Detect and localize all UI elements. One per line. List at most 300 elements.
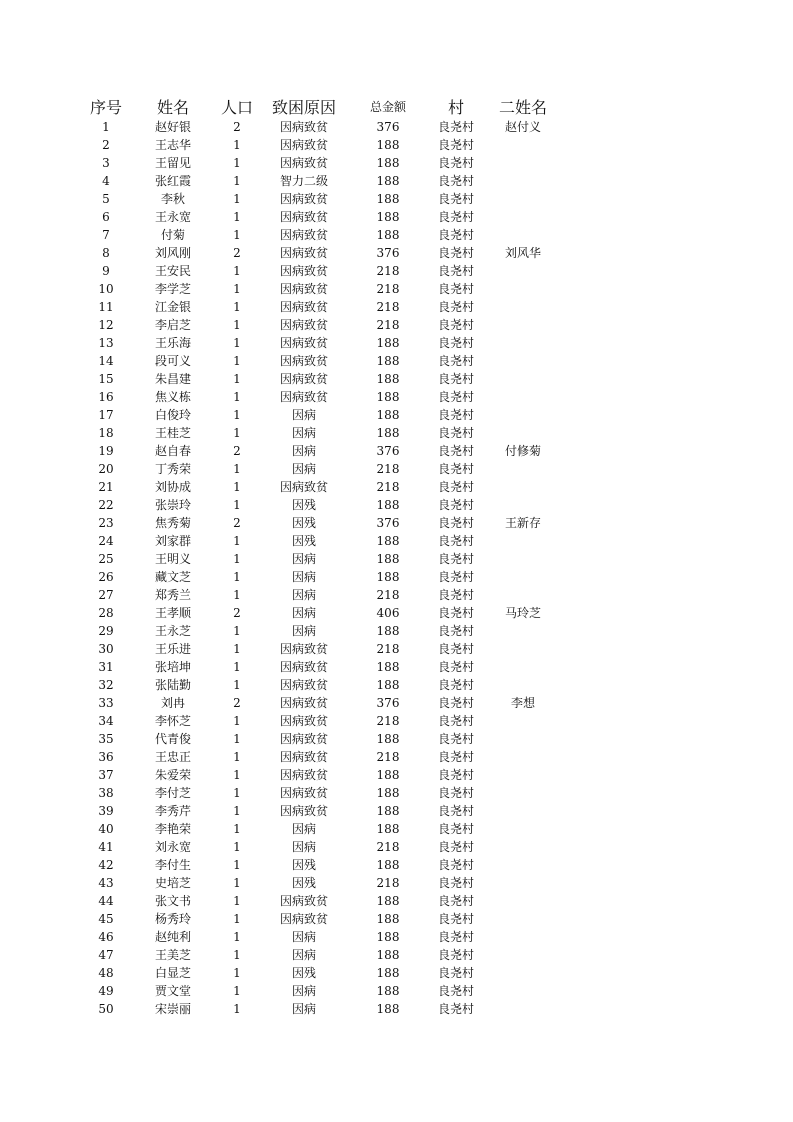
table-row [86, 964, 556, 982]
cell-total-amount: 188 [376, 678, 400, 692]
cell-household-size: 1 [233, 642, 241, 656]
cell-index: 9 [102, 264, 110, 278]
cell-village: 良尧村 [437, 228, 474, 242]
cell-name: 代青俊 [154, 732, 191, 746]
cell-poverty-cause: 因病致贫 [279, 804, 328, 818]
cell-second-name [490, 802, 556, 820]
cell-poverty-cause: 因病致贫 [279, 714, 328, 728]
cell-second-name [490, 496, 556, 514]
cell-second-name [490, 892, 556, 910]
table-row [86, 766, 556, 784]
cell-index: 4 [102, 174, 110, 188]
cell-total-amount: 218 [376, 462, 400, 476]
cell-poverty-cause: 因病 [291, 948, 316, 962]
cell-name: 朱爱荣 [154, 768, 191, 782]
cell-name: 江金银 [154, 300, 191, 314]
cell-total-amount: 218 [376, 876, 400, 890]
cell-village: 良尧村 [437, 282, 474, 296]
cell-index: 49 [98, 984, 114, 998]
cell-total-amount: 188 [376, 570, 400, 584]
cell-index: 23 [98, 516, 114, 530]
cell-second-name [490, 136, 556, 154]
cell-poverty-cause: 因残 [291, 876, 316, 890]
cell-name: 赵自春 [154, 444, 191, 458]
cell-second-name [490, 964, 556, 982]
cell-poverty-cause: 因病 [291, 606, 316, 620]
cell-village: 良尧村 [437, 192, 474, 206]
table-row [86, 568, 556, 586]
cell-household-size: 1 [233, 768, 241, 782]
cell-second-name: 赵付义 [504, 120, 541, 134]
cell-household-size: 1 [233, 462, 241, 476]
cell-total-amount: 218 [376, 264, 400, 278]
cell-index: 41 [98, 840, 114, 854]
table-row [86, 640, 556, 658]
cell-index: 40 [98, 822, 114, 836]
cell-name: 史培芝 [154, 876, 191, 890]
header-name: 姓名 [156, 97, 189, 117]
cell-total-amount: 218 [376, 300, 400, 314]
cell-household-size: 1 [233, 732, 241, 746]
data-table [86, 94, 556, 1018]
cell-name: 赵好银 [154, 120, 191, 134]
cell-household-size: 1 [233, 318, 241, 332]
cell-total-amount: 188 [376, 1002, 400, 1016]
table-row [86, 604, 556, 622]
cell-poverty-cause: 因残 [291, 858, 316, 872]
cell-second-name [490, 406, 556, 424]
cell-poverty-cause: 因病 [291, 588, 316, 602]
table-row [86, 802, 556, 820]
cell-index: 25 [98, 552, 114, 566]
cell-poverty-cause: 因病致贫 [279, 192, 328, 206]
table-row [86, 694, 556, 712]
table-row [86, 748, 556, 766]
cell-index: 37 [98, 768, 114, 782]
cell-index: 11 [98, 300, 114, 314]
cell-village: 良尧村 [437, 354, 474, 368]
cell-household-size: 1 [233, 840, 241, 854]
cell-second-name [490, 532, 556, 550]
cell-second-name [490, 316, 556, 334]
cell-poverty-cause: 因病致贫 [279, 678, 328, 692]
cell-index: 48 [98, 966, 114, 980]
cell-index: 5 [102, 192, 110, 206]
cell-poverty-cause: 因病致贫 [279, 228, 328, 242]
cell-name: 李艳荣 [154, 822, 191, 836]
cell-index: 12 [98, 318, 114, 332]
table-row [86, 712, 556, 730]
cell-name: 李付生 [154, 858, 191, 872]
cell-village: 良尧村 [437, 156, 474, 170]
table-row [86, 406, 556, 424]
cell-poverty-cause: 因病致贫 [279, 246, 328, 260]
cell-household-size: 1 [233, 552, 241, 566]
cell-poverty-cause: 因病致贫 [279, 138, 328, 152]
cell-second-name [490, 424, 556, 442]
cell-total-amount: 188 [376, 138, 400, 152]
cell-poverty-cause: 因病致贫 [279, 336, 328, 350]
cell-total-amount: 218 [376, 750, 400, 764]
cell-name: 付菊 [160, 228, 185, 242]
cell-second-name [490, 1000, 556, 1018]
cell-index: 46 [98, 930, 114, 944]
cell-name: 李秀芹 [154, 804, 191, 818]
table-row [86, 676, 556, 694]
cell-name: 藏文芝 [154, 570, 191, 584]
cell-second-name [490, 982, 556, 1000]
cell-household-size: 1 [233, 876, 241, 890]
table-row [86, 910, 556, 928]
cell-household-size: 1 [233, 192, 241, 206]
cell-total-amount: 188 [376, 732, 400, 746]
cell-poverty-cause: 因病致贫 [279, 696, 328, 710]
cell-village: 良尧村 [437, 390, 474, 404]
cell-total-amount: 218 [376, 282, 400, 296]
cell-total-amount: 218 [376, 588, 400, 602]
cell-second-name [490, 586, 556, 604]
cell-village: 良尧村 [437, 804, 474, 818]
cell-poverty-cause: 因病致贫 [279, 264, 328, 278]
cell-name: 刘冉 [160, 696, 185, 710]
cell-name: 焦义栋 [154, 390, 191, 404]
cell-index: 21 [98, 480, 114, 494]
cell-name: 张文书 [154, 894, 191, 908]
cell-household-size: 2 [233, 120, 241, 134]
cell-total-amount: 188 [376, 390, 400, 404]
cell-index: 31 [98, 660, 114, 674]
cell-index: 32 [98, 678, 114, 692]
cell-name: 白俊玲 [154, 408, 191, 422]
cell-index: 10 [98, 282, 114, 296]
cell-poverty-cause: 因病 [291, 462, 316, 476]
cell-name: 刘协成 [154, 480, 191, 494]
cell-name: 李秋 [160, 192, 185, 206]
cell-poverty-cause: 因病致贫 [279, 354, 328, 368]
cell-second-name: 马玲芝 [504, 606, 541, 620]
cell-village: 良尧村 [437, 408, 474, 422]
cell-second-name [490, 190, 556, 208]
cell-total-amount: 188 [376, 408, 400, 422]
cell-poverty-cause: 因病致贫 [279, 282, 328, 296]
cell-household-size: 1 [233, 822, 241, 836]
cell-second-name [490, 388, 556, 406]
header-row [86, 94, 556, 118]
cell-second-name [490, 838, 556, 856]
cell-index: 6 [102, 210, 110, 224]
cell-second-name [490, 946, 556, 964]
cell-index: 30 [98, 642, 114, 656]
table-row [86, 550, 556, 568]
table-row [86, 208, 556, 226]
cell-poverty-cause: 因病致贫 [279, 786, 328, 800]
cell-index: 13 [98, 336, 114, 350]
cell-index: 50 [98, 1002, 114, 1016]
table-row [86, 262, 556, 280]
cell-household-size: 2 [233, 246, 241, 260]
cell-name: 李启芝 [154, 318, 191, 332]
cell-name: 王乐进 [154, 642, 191, 656]
cell-village: 良尧村 [437, 480, 474, 494]
cell-total-amount: 188 [376, 336, 400, 350]
cell-index: 45 [98, 912, 114, 926]
cell-village: 良尧村 [437, 516, 474, 530]
cell-total-amount: 188 [376, 948, 400, 962]
cell-index: 29 [98, 624, 114, 638]
cell-total-amount: 376 [376, 696, 400, 710]
cell-second-name [490, 154, 556, 172]
table-row [86, 118, 556, 136]
cell-second-name [490, 640, 556, 658]
header-poverty-cause: 致困原因 [271, 97, 336, 117]
cell-household-size: 1 [233, 408, 241, 422]
cell-total-amount: 188 [376, 894, 400, 908]
cell-village: 良尧村 [437, 498, 474, 512]
cell-index: 22 [98, 498, 114, 512]
cell-village: 良尧村 [437, 120, 474, 134]
cell-total-amount: 188 [376, 552, 400, 566]
cell-household-size: 2 [233, 606, 241, 620]
cell-index: 44 [98, 894, 114, 908]
cell-total-amount: 188 [376, 966, 400, 980]
cell-index: 47 [98, 948, 114, 962]
cell-second-name [490, 370, 556, 388]
cell-village: 良尧村 [437, 876, 474, 890]
cell-poverty-cause: 因病致贫 [279, 768, 328, 782]
cell-name: 王明义 [154, 552, 191, 566]
table-row [86, 478, 556, 496]
cell-household-size: 1 [233, 660, 241, 674]
cell-name: 张崇玲 [154, 498, 191, 512]
table-row [86, 1000, 556, 1018]
cell-index: 2 [102, 138, 110, 152]
cell-name: 李学芝 [154, 282, 191, 296]
cell-name: 丁秀荣 [154, 462, 191, 476]
cell-poverty-cause: 因病致贫 [279, 894, 328, 908]
cell-name: 王美芝 [154, 948, 191, 962]
cell-village: 良尧村 [437, 858, 474, 872]
cell-name: 李怀芝 [154, 714, 191, 728]
cell-total-amount: 188 [376, 912, 400, 926]
table-row [86, 172, 556, 190]
cell-name: 郑秀兰 [154, 588, 191, 602]
cell-second-name [490, 928, 556, 946]
cell-household-size: 1 [233, 786, 241, 800]
cell-index: 17 [98, 408, 114, 422]
cell-poverty-cause: 因病 [291, 822, 316, 836]
cell-household-size: 1 [233, 390, 241, 404]
cell-second-name [490, 676, 556, 694]
cell-second-name [490, 658, 556, 676]
cell-index: 3 [102, 156, 110, 170]
table-row [86, 622, 556, 640]
cell-poverty-cause: 智力二级 [279, 174, 328, 188]
cell-name: 张培坤 [154, 660, 191, 674]
table-row [86, 226, 556, 244]
table-row [86, 496, 556, 514]
cell-total-amount: 188 [376, 156, 400, 170]
cell-village: 良尧村 [437, 174, 474, 188]
cell-village: 良尧村 [437, 894, 474, 908]
header-index: 序号 [89, 97, 122, 117]
cell-total-amount: 188 [376, 660, 400, 674]
cell-second-name [490, 208, 556, 226]
cell-index: 39 [98, 804, 114, 818]
cell-second-name [490, 622, 556, 640]
cell-second-name: 刘风华 [504, 246, 541, 260]
cell-index: 43 [98, 876, 114, 890]
cell-index: 8 [102, 246, 110, 260]
cell-total-amount: 218 [376, 714, 400, 728]
cell-index: 42 [98, 858, 114, 872]
cell-name: 张红霞 [154, 174, 191, 188]
cell-poverty-cause: 因病 [291, 408, 316, 422]
table-row [86, 820, 556, 838]
cell-village: 良尧村 [437, 588, 474, 602]
cell-second-name [490, 730, 556, 748]
cell-name: 焦秀菊 [154, 516, 191, 530]
cell-household-size: 1 [233, 984, 241, 998]
cell-household-size: 1 [233, 534, 241, 548]
table-body [86, 118, 556, 1018]
table-row [86, 136, 556, 154]
cell-village: 良尧村 [437, 696, 474, 710]
table-row [86, 334, 556, 352]
cell-village: 良尧村 [437, 732, 474, 746]
cell-household-size: 1 [233, 750, 241, 764]
cell-village: 良尧村 [437, 714, 474, 728]
cell-household-size: 1 [233, 336, 241, 350]
cell-index: 7 [102, 228, 110, 242]
cell-name: 王留见 [154, 156, 191, 170]
cell-household-size: 1 [233, 156, 241, 170]
cell-village: 良尧村 [437, 768, 474, 782]
cell-poverty-cause: 因病 [291, 840, 316, 854]
cell-household-size: 1 [233, 210, 241, 224]
cell-name: 赵纯利 [154, 930, 191, 944]
cell-second-name: 付修菊 [504, 444, 541, 458]
table-row [86, 658, 556, 676]
table-row [86, 424, 556, 442]
cell-name: 刘家群 [154, 534, 191, 548]
table-row [86, 784, 556, 802]
cell-second-name [490, 172, 556, 190]
cell-poverty-cause: 因病 [291, 1002, 316, 1016]
cell-village: 良尧村 [437, 606, 474, 620]
table-row [86, 460, 556, 478]
cell-household-size: 1 [233, 858, 241, 872]
cell-household-size: 1 [233, 948, 241, 962]
cell-household-size: 1 [233, 678, 241, 692]
cell-household-size: 2 [233, 696, 241, 710]
cell-total-amount: 188 [376, 768, 400, 782]
cell-index: 15 [98, 372, 114, 386]
table-row [86, 190, 556, 208]
cell-second-name [490, 712, 556, 730]
table-row [86, 154, 556, 172]
cell-total-amount: 376 [376, 444, 400, 458]
cell-village: 良尧村 [437, 318, 474, 332]
cell-household-size: 1 [233, 804, 241, 818]
header-village: 村 [447, 97, 464, 117]
cell-poverty-cause: 因病致贫 [279, 642, 328, 656]
cell-total-amount: 218 [376, 480, 400, 494]
cell-name: 王忠正 [154, 750, 191, 764]
cell-village: 良尧村 [437, 930, 474, 944]
cell-household-size: 1 [233, 354, 241, 368]
cell-second-name [490, 334, 556, 352]
cell-poverty-cause: 因病致贫 [279, 210, 328, 224]
cell-village: 良尧村 [437, 444, 474, 458]
cell-household-size: 1 [233, 894, 241, 908]
cell-total-amount: 188 [376, 174, 400, 188]
cell-total-amount: 188 [376, 822, 400, 836]
cell-village: 良尧村 [437, 552, 474, 566]
header-household-size: 人口 [220, 97, 253, 117]
cell-total-amount: 188 [376, 930, 400, 944]
table-row [86, 298, 556, 316]
cell-village: 良尧村 [437, 948, 474, 962]
cell-second-name [490, 874, 556, 892]
cell-second-name [490, 856, 556, 874]
cell-household-size: 1 [233, 912, 241, 926]
cell-poverty-cause: 因病致贫 [279, 732, 328, 746]
cell-household-size: 1 [233, 372, 241, 386]
cell-village: 良尧村 [437, 624, 474, 638]
cell-household-size: 1 [233, 498, 241, 512]
cell-total-amount: 188 [376, 210, 400, 224]
cell-name: 王乐海 [154, 336, 191, 350]
cell-village: 良尧村 [437, 462, 474, 476]
cell-total-amount: 188 [376, 426, 400, 440]
cell-total-amount: 376 [376, 246, 400, 260]
cell-second-name [490, 550, 556, 568]
cell-poverty-cause: 因病 [291, 984, 316, 998]
cell-second-name [490, 568, 556, 586]
cell-second-name [490, 766, 556, 784]
cell-village: 良尧村 [437, 138, 474, 152]
table-row [86, 388, 556, 406]
cell-index: 20 [98, 462, 114, 476]
header-second-name: 二姓名 [498, 97, 547, 117]
cell-household-size: 1 [233, 570, 241, 584]
cell-poverty-cause: 因病 [291, 930, 316, 944]
cell-poverty-cause: 因病致贫 [279, 480, 328, 494]
cell-index: 14 [98, 354, 114, 368]
cell-village: 良尧村 [437, 840, 474, 854]
table-row [86, 586, 556, 604]
cell-poverty-cause: 因残 [291, 534, 316, 548]
cell-total-amount: 188 [376, 192, 400, 206]
cell-total-amount: 376 [376, 516, 400, 530]
cell-second-name: 王新存 [504, 516, 541, 530]
cell-second-name [490, 820, 556, 838]
cell-name: 王桂芝 [154, 426, 191, 440]
cell-poverty-cause: 因病致贫 [279, 750, 328, 764]
cell-index: 28 [98, 606, 114, 620]
cell-household-size: 1 [233, 282, 241, 296]
table-row [86, 316, 556, 334]
cell-poverty-cause: 因病 [291, 624, 316, 638]
cell-index: 34 [98, 714, 114, 728]
cell-index: 24 [98, 534, 114, 548]
cell-poverty-cause: 因病 [291, 444, 316, 458]
cell-name: 李付芝 [154, 786, 191, 800]
cell-total-amount: 376 [376, 120, 400, 134]
cell-second-name: 李想 [510, 696, 535, 710]
cell-second-name [490, 784, 556, 802]
cell-total-amount: 218 [376, 840, 400, 854]
